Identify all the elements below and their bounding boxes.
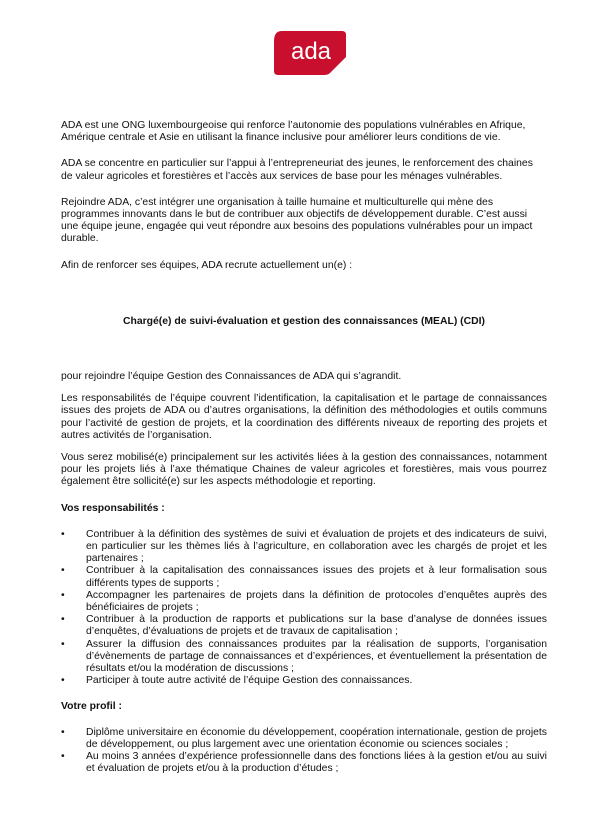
profile-list [61,727,547,776]
ada-logo [274,27,348,77]
description [61,371,547,489]
job-title: Chargé(e) de suivi-évaluation et gestion des connaissances (MEAL) (CDI) [122,315,485,327]
job-posting [61,120,547,776]
responsibilities-title: Vos responsabilités : [61,502,165,514]
profile-title: Votre profil : [61,700,122,712]
list-item: • Assurer la diffusion des connaissances produites par la réalisation de supports, l’organisation d’évènements de partage de connaissances et d’expériences, et éventuellement la présentation de résultats et/ou la modération de discussions ; [61,639,547,676]
intro-paragraph-1: ADA est une ONG luxembourgeoise qui renforce l’autonomie des populations vulnérables en Afrique, Amérique centrale et Asie en utilisant la finance inclusive pour améliorer leurs conditions de vie. [61,120,526,144]
list-item: • Diplôme universitaire en économie du développement, coopération internationale, gestion de projets de développement, ou plus largement avec une orientation économie ou sciences sociales ; [61,727,547,751]
description-paragraph-3: Vous serez mobilisé(e) principalement sur les activités liées à la gestion des connaissances, notamment pour les projets liés à l’axe thématique Chaines de valeur agricoles et forestières, mais vous pourrez également être sollicité(e) sur les aspects méthodologie et reporting. [61,452,547,488]
ada-logo-shape [274,27,348,77]
intro-paragraph-4: Afin de renforcer ses équipes, ADA recrute actuellement un(e) : [61,259,353,271]
list-item: • Au moins 3 années d’expérience professionnelle dans des fonctions liées à la gestion et/ou au suivi et évaluation de projets et/ou à la production d’études ; [61,751,547,775]
intro-paragraph-3: Rejoindre ADA, c’est intégrer une organisation à taille humaine et multiculturelle qui mène des programmes innovants dans le but de contribuer aux objectifs de développement durable. C’est aussi une équipe jeune, engagée qui veut répondre aux besoins des populations vulnérables pour un impact durable. [61,196,533,245]
responsibilities-list [61,529,547,688]
list-item: • Contribuer à la capitalisation des connaissances issues des projets et à leur formalisation sous différents types de supports ; [61,565,547,589]
intro-paragraph-2: ADA se concentre en particulier sur l’appui à l’entrepreneuriat des jeunes, le renforcement des chaines de valeur agricoles et forestières et l’accès aux services de base pour les ménages vulnérables. [61,158,533,182]
list-item: • Participer à toute autre activité de l’équipe Gestion des connaissances. [61,675,547,687]
description-paragraph-2: Les responsabilités de l’équipe couvrent l’identification, la capitalisation et le partage de connaissances issues des projets de ADA ou d’autres organisations, la définition des méthodologies et outils communs pour l’activité de gestion de projets, et la coordination des différents niveaux de reporting des projets et autres activités de l’organisation. [61,393,547,441]
list-item: • Accompagner les partenaires de projets dans la définition de protocoles d’enquêtes auprès des bénéficiaires de projets ; [61,590,547,614]
description-paragraph-1: pour rejoindre l’équipe Gestion des Connaissances de ADA qui s’agrandit. [61,371,402,383]
logo-text: ada [290,38,332,65]
list-item: • Contribuer à la définition des systèmes de suivi et évaluation de projets et des indicateurs de suivi, en particulier sur les thèmes liés à l’agriculture, en collaboration avec les chargés de projet et les partenaires ; [61,529,547,566]
list-item: • Contribuer à la production de rapports et publications sur la base d’analyse de données issues d’enquêtes, d’évaluations de projets et de travaux de capitalisation ; [61,614,547,638]
